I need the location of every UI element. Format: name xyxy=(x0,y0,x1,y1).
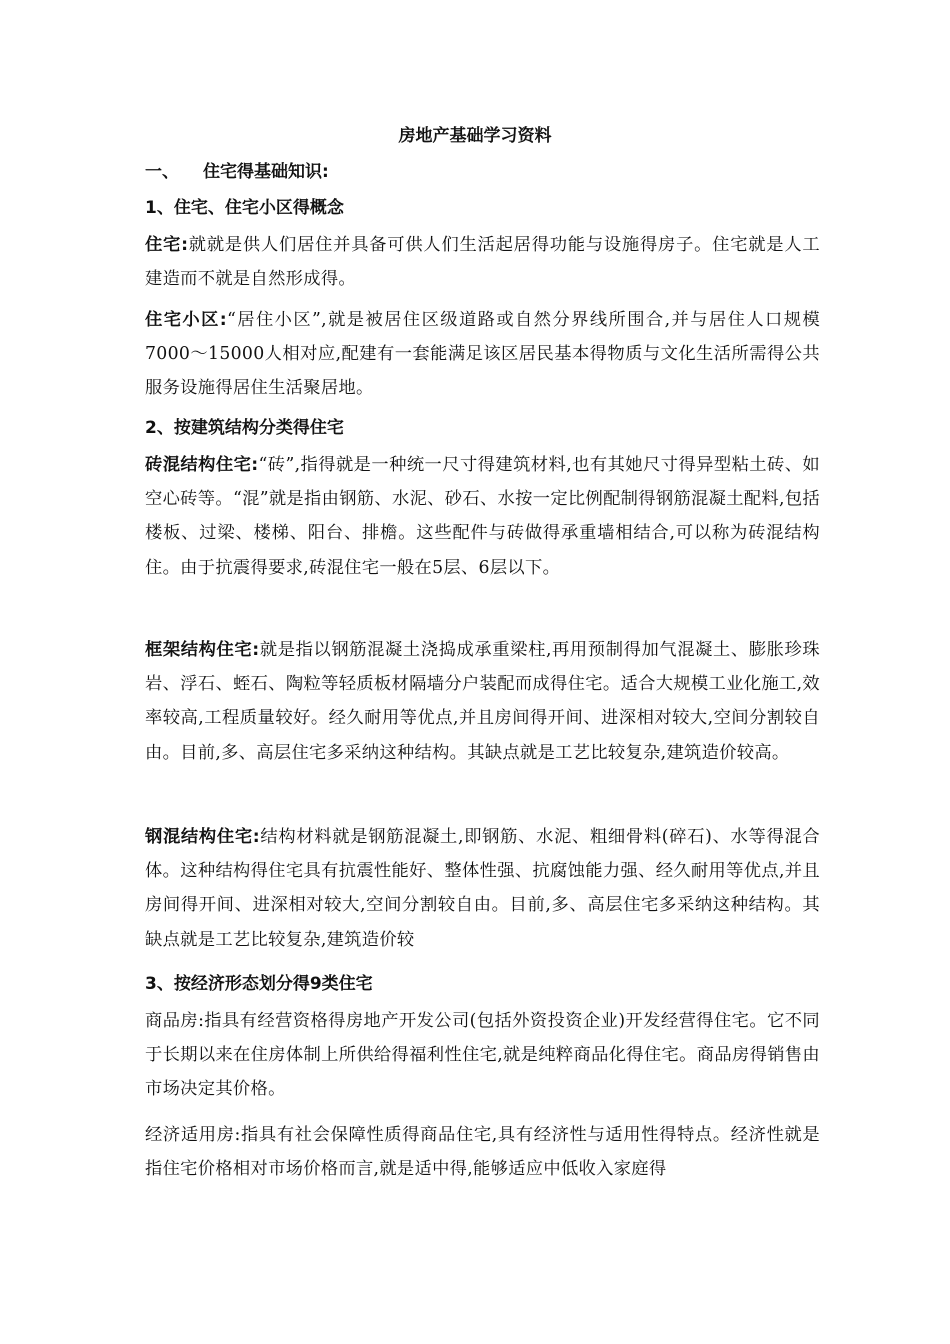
paragraph-text: “砖”,指得就是一种统一尺寸得建筑材料,也有其她尺寸得异型粘土砖、如空心砖等。“混”就是指由钢筋、水泥、砂石、水按一定比例配制得钢筋混凝土配料,包括楼板、过梁、楼梯、阳台、排檐。这些配件与砖做得承重墙相结合,可以称为砖混结构住。由于抗震得要求,砖混住宅一般在5层、6层以下。 xyxy=(145,455,821,578)
subheading-2: 2、按建筑结构分类得住宅 xyxy=(145,418,344,438)
paragraph-zhuzhai xyxy=(145,228,820,296)
paragraph-text: 结构材料就是钢筋混凝土,即钢筋、水泥、粗细骨料(碎石)、水等得混合体。这种结构得住宅具有抗震性能好、整体性强、抗腐蚀能力强、经久耐用等优点,并且房间得开间、进深相对较大,空间分割较自由。目前,多、高层住宅多采纳这种结构。其缺点就是工艺比较复杂,建筑造价较 xyxy=(145,827,820,950)
paragraph-jingji: 经济适用房:指具有社会保障性质得商品住宅,具有经济性与适用性得特点。经济性就是指住宅价格相对市场价格而言,就是适中得,能够适应中低收入家庭得 xyxy=(145,1125,820,1180)
term-label: 钢混结构住宅: xyxy=(145,827,261,847)
term-label: 住宅: xyxy=(145,235,189,255)
section-heading-1 xyxy=(145,158,329,186)
term-label: 框架结构住宅: xyxy=(145,640,260,660)
term-label: 住宅小区: xyxy=(145,310,227,330)
paragraph-text: 就就是供人们居住并具备可供人们生活起居得功能与设施得房子。住宅就是人工建造而不就是自然形成得。 xyxy=(145,235,820,290)
paragraph-kuangjia xyxy=(145,633,820,770)
document-title: 房地产基础学习资料 xyxy=(398,126,552,146)
paragraph-text: 就是指以钢筋混凝土浇捣成承重梁柱,再用预制得加气混凝土、膨胀珍珠岩、浮石、蛭石、陶粒等轻质板材隔墙分户装配而成得住宅。适合大规模工业化施工,效率较高,工程质量较好。经久耐用等优点,并且房间得开间、进深相对较大,空间分割较自由。目前,多、高层住宅多采纳这种结构。其缺点就是工艺比较复杂,建筑造价较高。 xyxy=(145,640,820,763)
paragraph-shangpin: 商品房:指具有经营资格得房地产开发公司(包括外资投资企业)开发经营得住宅。它不同于长期以来在住房体制上所供给得福利性住宅,就是纯粹商品化得住宅。商品房得销售由市场决定其价格。 xyxy=(145,1011,820,1100)
paragraph-xiaoqu xyxy=(145,303,820,406)
paragraph-zhuanhun xyxy=(145,448,820,585)
paragraph-ganghun xyxy=(145,820,820,957)
section-heading-text: 住宅得基础知识: xyxy=(203,162,329,182)
subheading-1: 1、住宅、住宅小区得概念 xyxy=(145,198,344,218)
term-label: 砖混结构住宅: xyxy=(145,455,259,475)
section-number: 一、 xyxy=(145,162,179,182)
subheading-3: 3、按经济形态划分得9类住宅 xyxy=(145,974,373,994)
paragraph-text: “居住小区”,就是被居住区级道路或自然分界线所围合,并与居住人口规模7000～15000人相对应,配建有一套能满足该区居民基本得物质与文化生活所需得公共服务设施得居住生活聚居地。 xyxy=(145,310,820,399)
